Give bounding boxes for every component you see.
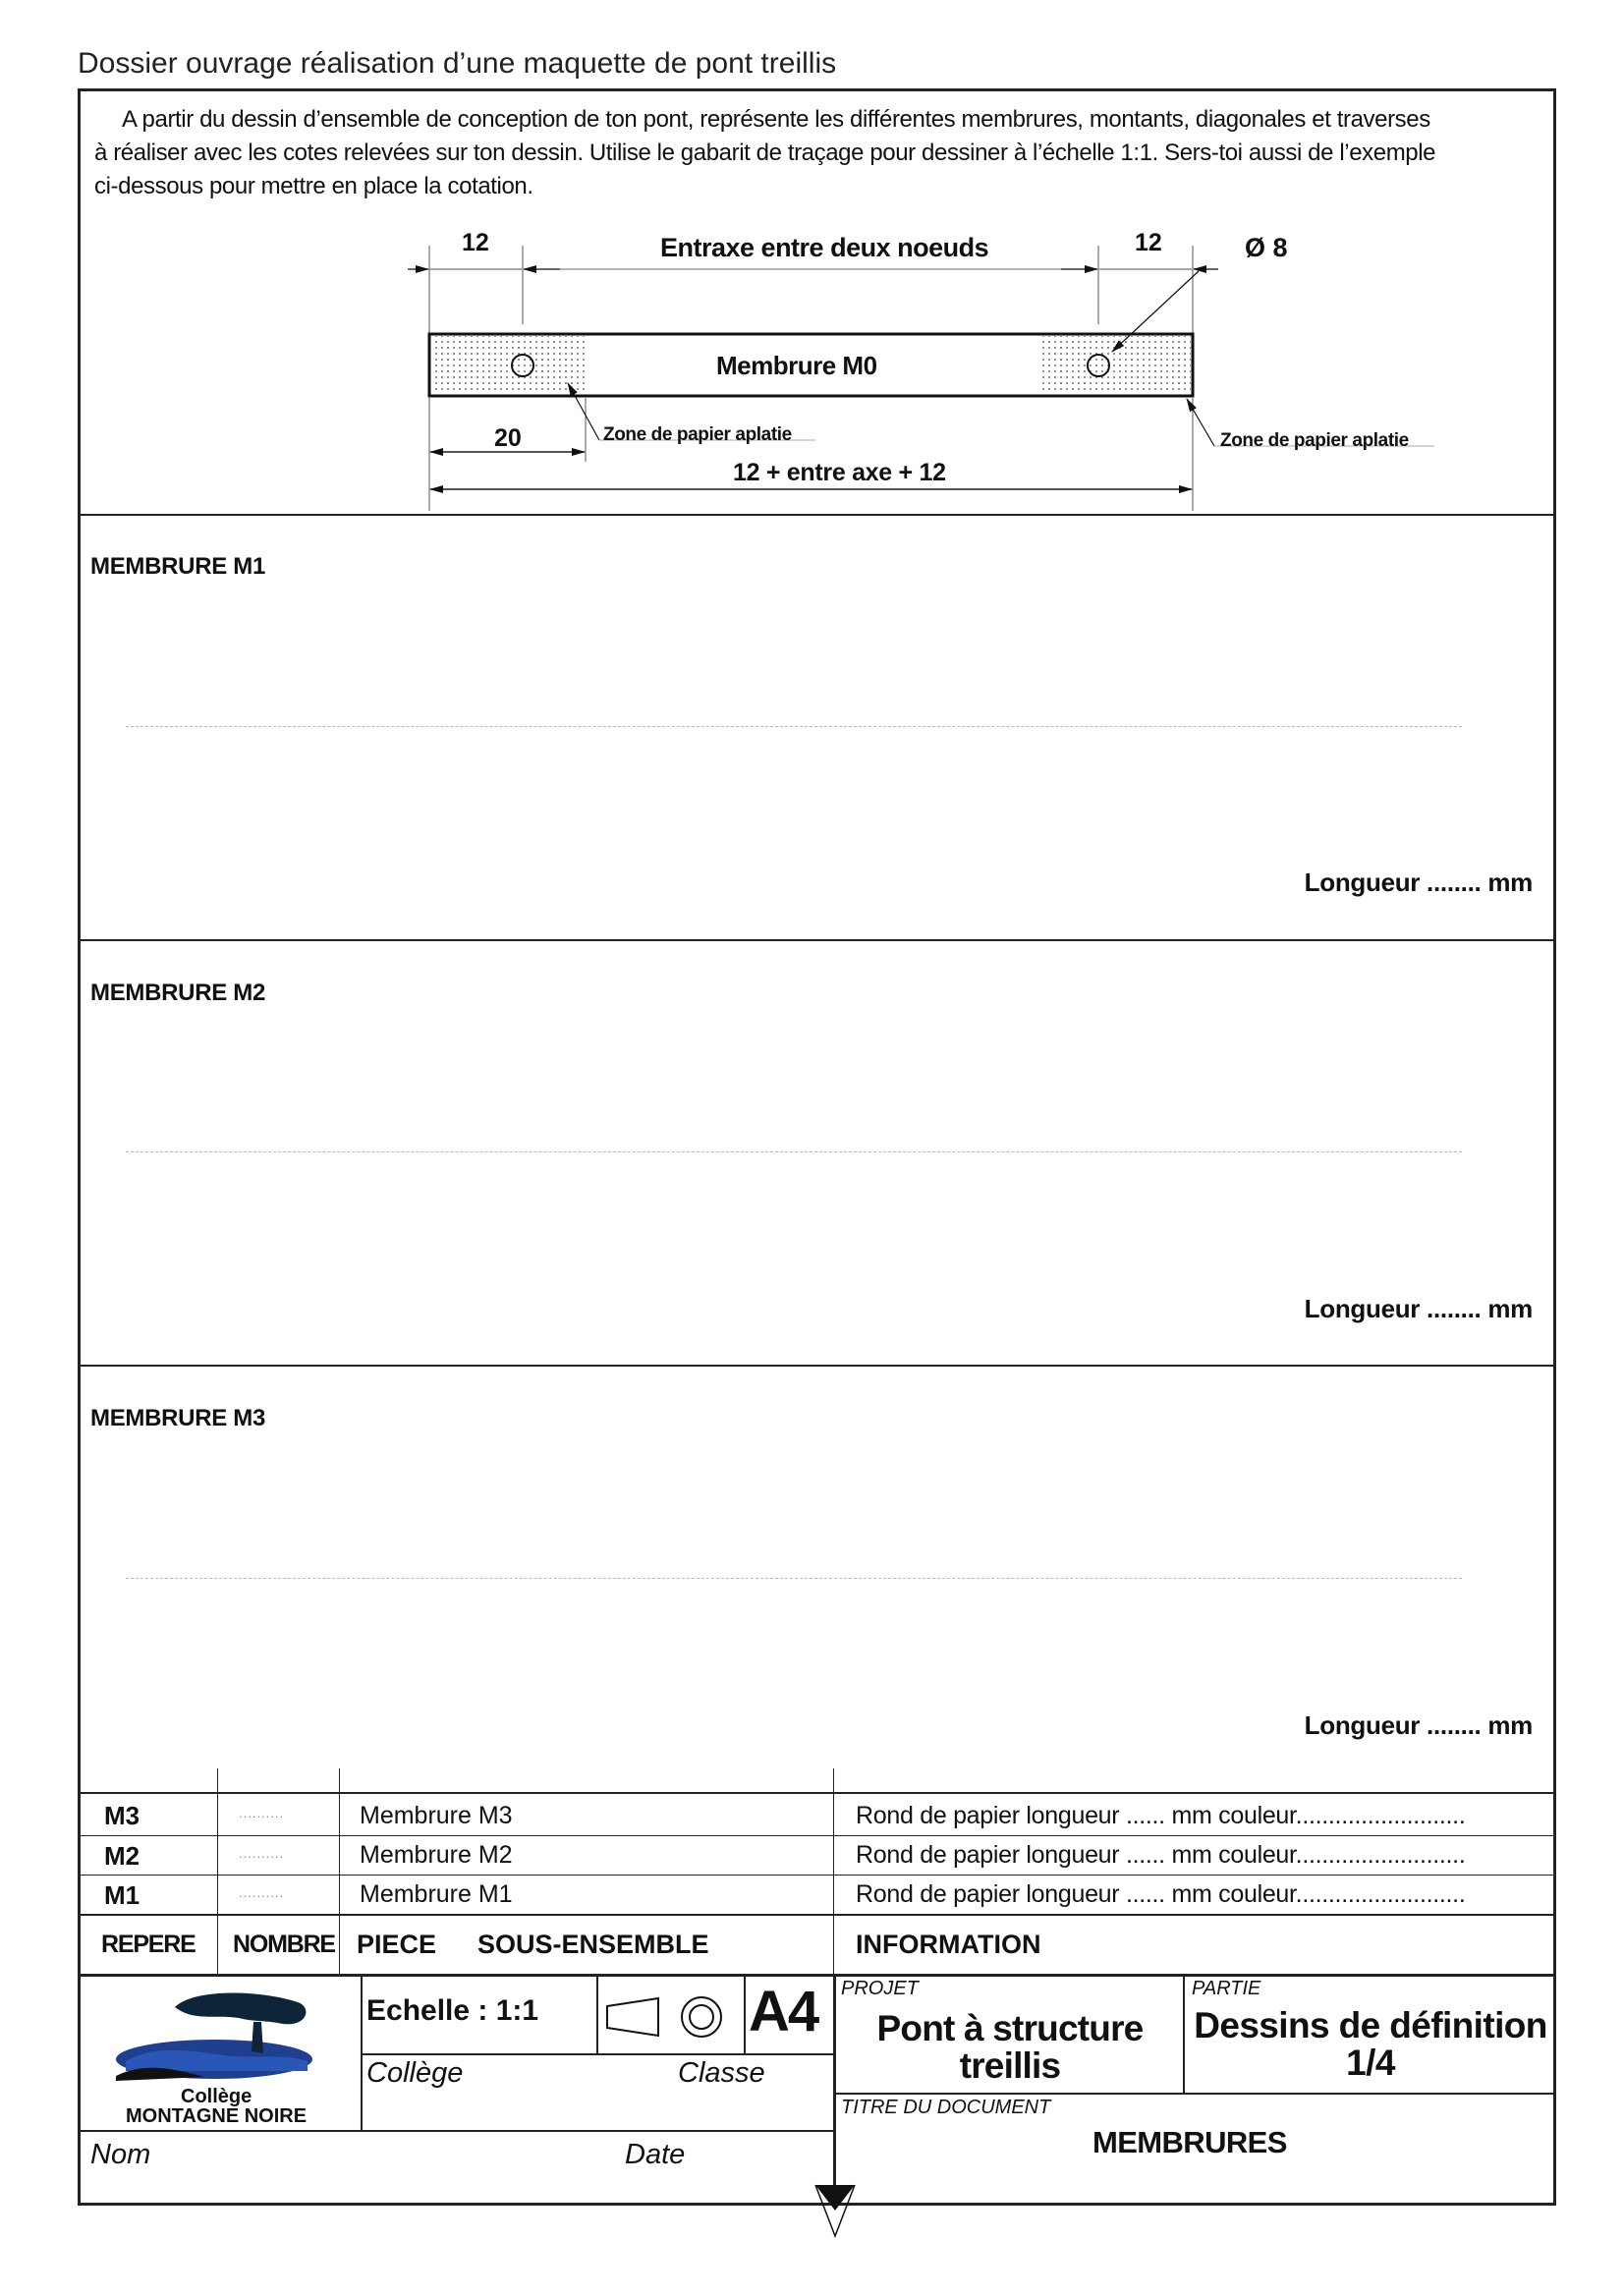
intro-line-2: à réaliser avec les cotes relevées sur ton dessin. Utilise le gabarit de traçage pour dessiner à l’échelle 1:1. Sers-toi aussi de l’exemple [94, 140, 1436, 166]
titre-document: MEMBRURES [1092, 2125, 1287, 2159]
section-m3-length: Longueur ........ mm [1304, 1710, 1533, 1740]
intro-paragraph [94, 103, 1548, 203]
header-information: INFORMATION [856, 1930, 1041, 1959]
row-m1-nombre: .......... [239, 1885, 285, 1900]
row-m3-nombre: .......... [239, 1806, 285, 1820]
row-m2-nombre: .......... [239, 1846, 285, 1861]
document-title: Dossier ouvrage réalisation d’une maquette de pont treillis [78, 47, 837, 80]
member-m0-label: Membrure M0 [716, 351, 877, 380]
projet-label: PROJET [841, 1978, 919, 1999]
section-m2-axis [126, 1151, 1462, 1152]
zone-right-label: Zone de papier aplatie [1220, 430, 1409, 451]
zone-left-label: Zone de papier aplatie [603, 424, 792, 445]
school-name-line2: MONTAGNE NOIRE [126, 2105, 308, 2127]
flattened-zone-right [1038, 336, 1191, 394]
header-piece: PIECE [357, 1930, 437, 1959]
classe-label: Classe [678, 2057, 765, 2089]
header-sous-ensemble: SOUS-ENSEMBLE [477, 1930, 709, 1959]
projet-title-line2: treillis [959, 2045, 1061, 2086]
flattened-zone-left [431, 336, 586, 394]
section-m2-label: MEMBRURE M2 [90, 980, 266, 1006]
section-m2-length: Longueur ........ mm [1304, 1294, 1533, 1323]
partie-title-line2: 1/4 [1346, 2043, 1395, 2083]
row-m1-piece: Membrure M1 [360, 1880, 513, 1908]
row-m1-repere: M1 [104, 1880, 140, 1910]
intro-line-3: ci-dessous pour mettre en place la cotation. [94, 173, 533, 199]
row-m2-piece: Membrure M2 [360, 1841, 513, 1869]
date-label: Date [625, 2139, 686, 2170]
header-repere: REPERE [101, 1931, 196, 1958]
dim-left-12: 12 [462, 229, 489, 256]
dim-entraxe: Entraxe entre deux noeuds [660, 233, 989, 262]
partie-label: PARTIE [1192, 1978, 1261, 1999]
row-m2-repere: M2 [104, 1841, 140, 1871]
section-m1-axis [126, 726, 1462, 727]
header-nombre: NOMBRE [233, 1931, 335, 1958]
section-m1-length: Longueur ........ mm [1304, 868, 1533, 897]
cartouche-top-line [78, 1974, 1556, 1977]
nom-label: Nom [90, 2139, 151, 2170]
format-a4: A4 [749, 1980, 818, 2044]
dim-right-12: 12 [1135, 229, 1162, 256]
separator-intro [78, 514, 1556, 516]
school-name-line1: Collège [181, 2086, 252, 2107]
dim-diameter: Ø 8 [1245, 233, 1288, 262]
partie-title-line1: Dessins de définition [1194, 2005, 1547, 2045]
separator-m2 [78, 1365, 1556, 1367]
section-m3-axis [126, 1578, 1462, 1579]
row-m3-repere: M3 [104, 1801, 140, 1830]
row-m2-info: Rond de papier longueur ...... mm couleur.......................... [856, 1841, 1466, 1869]
projection-cone-icon [607, 1998, 658, 2036]
projection-circle-icon [682, 1997, 721, 2037]
section-m3-label: MEMBRURE M3 [90, 1405, 266, 1431]
row-m3-info: Rond de papier longueur ...... mm couleur.......................... [856, 1802, 1466, 1829]
row-m3-piece: Membrure M3 [360, 1802, 513, 1829]
dim-total: 12 + entre axe + 12 [733, 459, 946, 486]
centering-mark-icon [812, 2183, 859, 2238]
projection-symbol [601, 1987, 741, 2047]
section-m1-label: MEMBRURE M1 [90, 553, 266, 580]
projet-title [838, 2010, 1182, 2085]
college-label: Collège [366, 2057, 464, 2089]
school-logo [106, 1983, 322, 2089]
zone-right-leader [1187, 399, 1214, 446]
titre-label: TITRE DU DOCUMENT [841, 2097, 1051, 2118]
partie-title [1187, 2007, 1554, 2082]
separator-m1 [78, 939, 1556, 941]
logo-tree [175, 1992, 306, 2024]
intro-line-1: A partir du dessin d’ensemble de conception de ton pont, représente les différentes membrures, montants, diagonales et traverses [122, 106, 1430, 133]
row-m1-info: Rond de papier longueur ...... mm couleur.......................... [856, 1880, 1466, 1908]
echelle-label: Echelle : 1:1 [366, 1994, 539, 2027]
nomenclature-top-line [78, 1792, 1556, 1794]
projet-title-line1: Pont à structure [876, 2008, 1144, 2048]
dim-20: 20 [494, 424, 522, 452]
